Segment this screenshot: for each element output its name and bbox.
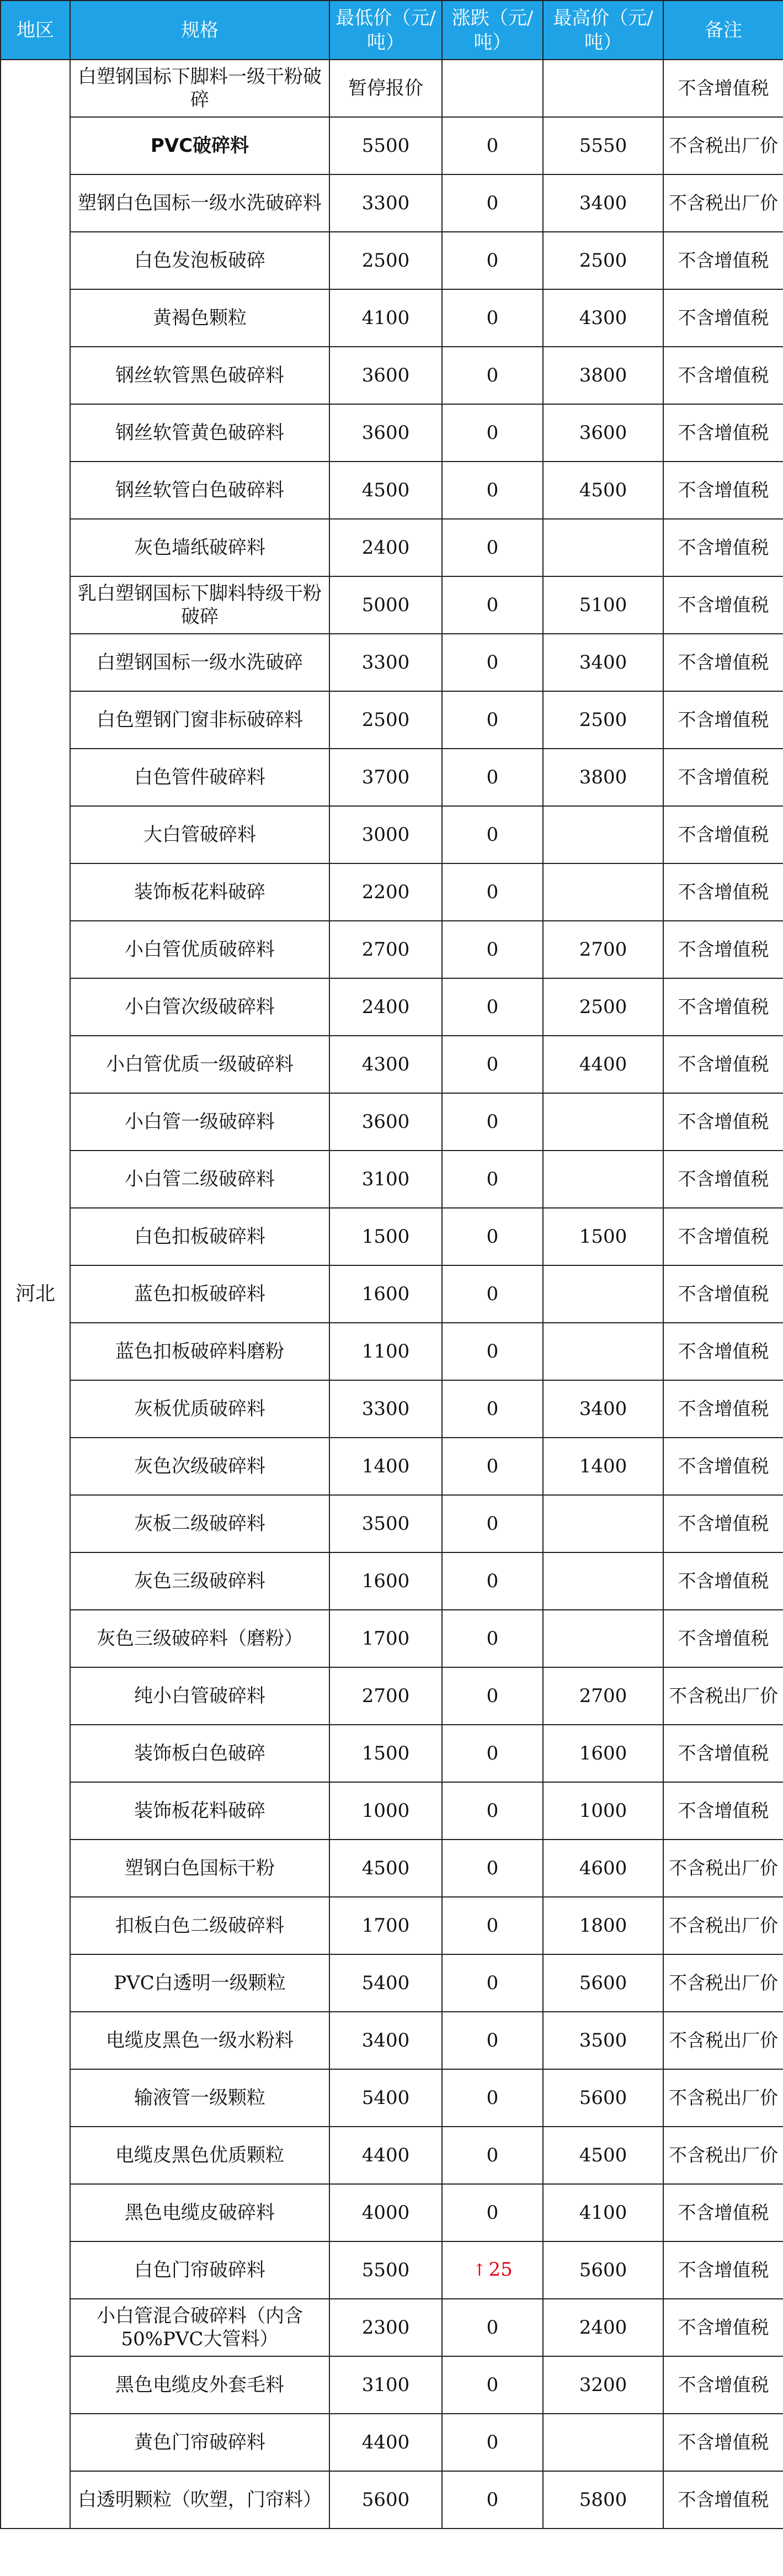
table-row	[1, 2069, 783, 2127]
spec-cell: 塑钢白色国标一级水洗破碎料	[70, 174, 329, 232]
table-row	[1, 749, 783, 806]
note-cell: 不含增值税	[663, 2471, 783, 2529]
note-cell: 不含税出厂价	[663, 2069, 783, 2127]
min-price-cell: 3300	[329, 1380, 442, 1438]
spec-cell: 小白管优质一级破碎料	[70, 1036, 329, 1093]
min-price-cell: 1000	[329, 1782, 442, 1840]
min-price-cell: 4400	[329, 2127, 442, 2184]
table-row	[1, 232, 783, 289]
table-row	[1, 1036, 783, 1093]
min-price-cell: 1700	[329, 1610, 442, 1667]
min-price-cell: 2400	[329, 519, 442, 576]
change-cell: 0	[442, 1093, 543, 1151]
spec-cell: 白色扣板破碎料	[70, 1208, 329, 1265]
max-price-cell: 4500	[543, 462, 663, 519]
table-row	[1, 1265, 783, 1323]
min-price-cell: 4400	[329, 2414, 442, 2471]
note-cell: 不含增值税	[663, 2356, 783, 2414]
change-cell: 0	[442, 634, 543, 691]
change-cell: 0	[442, 2414, 543, 2471]
table-row	[1, 1208, 783, 1265]
max-price-cell	[543, 806, 663, 863]
change-cell: 0	[442, 1725, 543, 1782]
table-row	[1, 2414, 783, 2471]
change-cell: 0	[442, 2299, 543, 2356]
note-cell: 不含增值税	[663, 60, 783, 117]
header-spec: 规格	[70, 1, 329, 60]
max-price-cell	[543, 60, 663, 117]
min-price-cell: 1600	[329, 1265, 442, 1323]
change-cell: 0	[442, 1036, 543, 1093]
min-price-cell: 1100	[329, 1323, 442, 1380]
table-row	[1, 2241, 783, 2299]
max-price-cell: 3800	[543, 347, 663, 404]
spec-cell: 黑色电缆皮外套毛料	[70, 2356, 329, 2414]
change-cell: 0	[442, 806, 543, 863]
min-price-cell: 3600	[329, 347, 442, 404]
table-row	[1, 691, 783, 749]
spec-cell: 白色门帘破碎料	[70, 2241, 329, 2299]
table-row	[1, 174, 783, 232]
spec-cell: 黄色门帘破碎料	[70, 2414, 329, 2471]
change-cell: 0	[442, 289, 543, 347]
spec-cell: 灰色次级破碎料	[70, 1438, 329, 1495]
min-price-cell: 3700	[329, 749, 442, 806]
change-cell: 0	[442, 691, 543, 749]
max-price-cell: 5600	[543, 1954, 663, 2012]
note-cell: 不含税出厂价	[663, 174, 783, 232]
table-header	[1, 1, 783, 60]
table-row	[1, 60, 783, 117]
table-row	[1, 1840, 783, 1897]
note-cell: 不含增值税	[663, 1610, 783, 1667]
spec-cell: 装饰板花料破碎	[70, 863, 329, 921]
spec-cell: 电缆皮黑色一级水粉料	[70, 2012, 329, 2069]
table-row	[1, 634, 783, 691]
note-cell: 不含税出厂价	[663, 1897, 783, 1954]
max-price-cell	[543, 1151, 663, 1208]
min-price-cell: 4100	[329, 289, 442, 347]
spec-cell: 钢丝软管黄色破碎料	[70, 404, 329, 462]
change-cell: 0	[442, 174, 543, 232]
spec-cell: 塑钢白色国标干粉	[70, 1840, 329, 1897]
header-region: 地区	[1, 1, 70, 60]
table-row	[1, 978, 783, 1036]
note-cell: 不含增值税	[663, 1208, 783, 1265]
change-cell: 0	[442, 519, 543, 576]
spec-cell: 灰色墙纸破碎料	[70, 519, 329, 576]
min-price-cell: 2300	[329, 2299, 442, 2356]
min-price-cell: 5500	[329, 2241, 442, 2299]
change-cell: 0	[442, 576, 543, 634]
max-price-cell: 3400	[543, 174, 663, 232]
max-price-cell: 2700	[543, 1667, 663, 1725]
change-cell	[442, 2241, 543, 2299]
max-price-cell: 2700	[543, 921, 663, 978]
max-price-cell: 1400	[543, 1438, 663, 1495]
note-cell: 不含增值税	[663, 462, 783, 519]
spec-cell: 装饰板花料破碎	[70, 1782, 329, 1840]
change-cell: 0	[442, 1667, 543, 1725]
note-cell: 不含增值税	[663, 289, 783, 347]
table-body	[1, 60, 783, 2529]
table-row	[1, 519, 783, 576]
change-cell: 0	[442, 462, 543, 519]
max-price-cell: 4100	[543, 2184, 663, 2241]
change-cell: 0	[442, 1782, 543, 1840]
min-price-cell: 3100	[329, 2356, 442, 2414]
change-cell: 0	[442, 1552, 543, 1610]
note-cell: 不含税出厂价	[663, 2127, 783, 2184]
min-price-cell: 1400	[329, 1438, 442, 1495]
spec-cell: 输液管一级颗粒	[70, 2069, 329, 2127]
spec-cell: 钢丝软管白色破碎料	[70, 462, 329, 519]
spec-cell: 白色管件破碎料	[70, 749, 329, 806]
max-price-cell: 2500	[543, 978, 663, 1036]
min-price-cell: 3100	[329, 1151, 442, 1208]
table-row	[1, 921, 783, 978]
max-price-cell: 5600	[543, 2241, 663, 2299]
min-price-cell: 5400	[329, 2069, 442, 2127]
min-price-cell: 4300	[329, 1036, 442, 1093]
min-price-cell: 2700	[329, 1667, 442, 1725]
change-cell: 0	[442, 978, 543, 1036]
note-cell: 不含税出厂价	[663, 1667, 783, 1725]
note-cell: 不含增值税	[663, 2241, 783, 2299]
min-price-cell: 3300	[329, 634, 442, 691]
up-arrow-icon: ↑	[472, 2261, 487, 2280]
header-change: 涨跌（元/吨）	[442, 1, 543, 60]
min-price-cell: 3300	[329, 174, 442, 232]
table-row	[1, 1438, 783, 1495]
spec-cell: PVC白透明一级颗粒	[70, 1954, 329, 2012]
max-price-cell: 3500	[543, 2012, 663, 2069]
table-row	[1, 1323, 783, 1380]
change-cell: 0	[442, 1380, 543, 1438]
min-price-cell: 3000	[329, 806, 442, 863]
table-row	[1, 347, 783, 404]
spec-cell: 黄褐色颗粒	[70, 289, 329, 347]
change-cell: 0	[442, 1840, 543, 1897]
min-price-cell: 1600	[329, 1552, 442, 1610]
max-price-cell	[543, 863, 663, 921]
spec-cell: 小白管二级破碎料	[70, 1151, 329, 1208]
min-price-cell: 5500	[329, 117, 442, 174]
note-cell: 不含增值税	[663, 519, 783, 576]
min-price-cell: 3600	[329, 404, 442, 462]
change-cell: 0	[442, 1495, 543, 1552]
spec-cell: 装饰板白色破碎	[70, 1725, 329, 1782]
note-cell: 不含增值税	[663, 2299, 783, 2356]
note-cell: 不含税出厂价	[663, 1954, 783, 2012]
change-cell: 0	[442, 1265, 543, 1323]
max-price-cell	[543, 2414, 663, 2471]
min-price-cell: 3600	[329, 1093, 442, 1151]
spec-cell: 乳白塑钢国标下脚料特级干粉破碎	[70, 576, 329, 634]
note-cell: 不含增值税	[663, 404, 783, 462]
spec-cell: 白透明颗粒（吹塑，门帘料）	[70, 2471, 329, 2529]
note-cell: 不含增值税	[663, 921, 783, 978]
note-cell: 不含增值税	[663, 691, 783, 749]
header-note: 备注	[663, 1, 783, 60]
max-price-cell	[543, 1610, 663, 1667]
table-row	[1, 1380, 783, 1438]
table-row	[1, 462, 783, 519]
note-cell: 不含税出厂价	[663, 2012, 783, 2069]
note-cell: 不含增值税	[663, 863, 783, 921]
table-row	[1, 1667, 783, 1725]
min-price-cell: 暂停报价	[329, 60, 442, 117]
note-cell: 不含增值税	[663, 1495, 783, 1552]
note-cell: 不含增值税	[663, 576, 783, 634]
min-price-cell: 3500	[329, 1495, 442, 1552]
min-price-cell: 1500	[329, 1208, 442, 1265]
note-cell: 不含增值税	[663, 1380, 783, 1438]
header-max-price: 最高价（元/吨）	[543, 1, 663, 60]
table-row	[1, 404, 783, 462]
spec-cell: 蓝色扣板破碎料	[70, 1265, 329, 1323]
change-value: 25	[488, 2259, 513, 2281]
change-cell: 0	[442, 1208, 543, 1265]
table-row	[1, 1782, 783, 1840]
table-row	[1, 806, 783, 863]
note-cell: 不含增值税	[663, 232, 783, 289]
min-price-cell: 1500	[329, 1725, 442, 1782]
min-price-cell: 2500	[329, 691, 442, 749]
max-price-cell	[543, 1323, 663, 1380]
max-price-cell: 3400	[543, 1380, 663, 1438]
spec-cell: 灰色三级破碎料	[70, 1552, 329, 1610]
spec-cell: 白塑钢国标下脚料一级干粉破碎	[70, 60, 329, 117]
spec-cell: 黑色电缆皮破碎料	[70, 2184, 329, 2241]
spec-cell: 灰板二级破碎料	[70, 1495, 329, 1552]
note-cell: 不含增值税	[663, 1782, 783, 1840]
note-cell: 不含增值税	[663, 749, 783, 806]
table-row	[1, 1610, 783, 1667]
max-price-cell	[543, 1093, 663, 1151]
change-cell: 0	[442, 2069, 543, 2127]
max-price-cell: 3200	[543, 2356, 663, 2414]
table-row	[1, 2127, 783, 2184]
max-price-cell: 5800	[543, 2471, 663, 2529]
table-row	[1, 2012, 783, 2069]
note-cell: 不含税出厂价	[663, 1840, 783, 1897]
table-row	[1, 2356, 783, 2414]
table-row	[1, 1552, 783, 1610]
change-cell: 0	[442, 347, 543, 404]
spec-cell: 蓝色扣板破碎料磨粉	[70, 1323, 329, 1380]
note-cell: 不含增值税	[663, 2184, 783, 2241]
change-cell: 0	[442, 2184, 543, 2241]
spec-cell: 纯小白管破碎料	[70, 1667, 329, 1725]
max-price-cell: 4600	[543, 1840, 663, 1897]
change-cell: 0	[442, 2127, 543, 2184]
min-price-cell: 4500	[329, 462, 442, 519]
min-price-cell: 2700	[329, 921, 442, 978]
note-cell: 不含增值税	[663, 978, 783, 1036]
spec-cell: 小白管混合破碎料（内含50%PVC大管料）	[70, 2299, 329, 2356]
note-cell: 不含增值税	[663, 1552, 783, 1610]
change-cell: 0	[442, 863, 543, 921]
max-price-cell: 4300	[543, 289, 663, 347]
note-cell: 不含增值税	[663, 1725, 783, 1782]
note-cell: 不含增值税	[663, 1151, 783, 1208]
min-price-cell: 4000	[329, 2184, 442, 2241]
max-price-cell: 1600	[543, 1725, 663, 1782]
max-price-cell: 1800	[543, 1897, 663, 1954]
spec-cell: 大白管破碎料	[70, 806, 329, 863]
max-price-cell: 4500	[543, 2127, 663, 2184]
note-cell: 不含增值税	[663, 1265, 783, 1323]
table-row	[1, 117, 783, 174]
change-cell: 0	[442, 1151, 543, 1208]
max-price-cell	[543, 519, 663, 576]
change-cell: 0	[442, 232, 543, 289]
min-price-cell: 1700	[329, 1897, 442, 1954]
table-row	[1, 1954, 783, 2012]
change-cell: 0	[442, 404, 543, 462]
spec-cell: 钢丝软管黑色破碎料	[70, 347, 329, 404]
spec-cell: 小白管次级破碎料	[70, 978, 329, 1036]
change-cell: 0	[442, 749, 543, 806]
table-row	[1, 289, 783, 347]
table-row	[1, 863, 783, 921]
spec-cell: 灰色三级破碎料（磨粉）	[70, 1610, 329, 1667]
max-price-cell	[543, 1265, 663, 1323]
change-cell: 0	[442, 921, 543, 978]
note-cell: 不含增值税	[663, 1323, 783, 1380]
table-row	[1, 2299, 783, 2356]
change-cell: 0	[442, 2471, 543, 2529]
change-cell: 0	[442, 2356, 543, 2414]
spec-cell: 灰板优质破碎料	[70, 1380, 329, 1438]
max-price-cell: 5550	[543, 117, 663, 174]
max-price-cell: 5100	[543, 576, 663, 634]
note-cell: 不含税出厂价	[663, 117, 783, 174]
max-price-cell: 3800	[543, 749, 663, 806]
change-cell: 0	[442, 1438, 543, 1495]
min-price-cell: 5400	[329, 1954, 442, 2012]
max-price-cell	[543, 1552, 663, 1610]
header-min-price: 最低价（元/吨）	[329, 1, 442, 60]
region-cell: 河北	[1, 60, 70, 2529]
max-price-cell: 4400	[543, 1036, 663, 1093]
spec-cell: PVC破碎料	[70, 117, 329, 174]
max-price-cell: 3400	[543, 634, 663, 691]
spec-cell: 小白管一级破碎料	[70, 1093, 329, 1151]
note-cell: 不含增值税	[663, 1438, 783, 1495]
min-price-cell: 4500	[329, 1840, 442, 1897]
change-cell: 0	[442, 1954, 543, 2012]
spec-cell: 小白管优质破碎料	[70, 921, 329, 978]
header-row	[1, 1, 783, 60]
max-price-cell: 3600	[543, 404, 663, 462]
spec-cell: 白塑钢国标一级水洗破碎	[70, 634, 329, 691]
spec-cell: 电缆皮黑色优质颗粒	[70, 2127, 329, 2184]
min-price-cell: 5000	[329, 576, 442, 634]
table-row	[1, 1725, 783, 1782]
note-cell: 不含增值税	[663, 2414, 783, 2471]
note-cell: 不含增值税	[663, 634, 783, 691]
table-row	[1, 1495, 783, 1552]
table-row	[1, 2184, 783, 2241]
min-price-cell: 2500	[329, 232, 442, 289]
max-price-cell: 2400	[543, 2299, 663, 2356]
change-cell: 0	[442, 117, 543, 174]
change-cell: 0	[442, 1610, 543, 1667]
change-cell: 0	[442, 1897, 543, 1954]
table-row	[1, 1151, 783, 1208]
spec-cell: 白色发泡板破碎	[70, 232, 329, 289]
max-price-cell: 2500	[543, 691, 663, 749]
min-price-cell: 3400	[329, 2012, 442, 2069]
table-row	[1, 2471, 783, 2529]
spec-cell: 白色塑钢门窗非标破碎料	[70, 691, 329, 749]
min-price-cell: 2200	[329, 863, 442, 921]
min-price-cell: 2400	[329, 978, 442, 1036]
table-row	[1, 576, 783, 634]
max-price-cell: 1500	[543, 1208, 663, 1265]
max-price-cell: 1000	[543, 1782, 663, 1840]
table-row	[1, 1093, 783, 1151]
table-row	[1, 1897, 783, 1954]
change-cell: 0	[442, 2012, 543, 2069]
note-cell: 不含增值税	[663, 1093, 783, 1151]
max-price-cell: 2500	[543, 232, 663, 289]
max-price-cell: 5600	[543, 2069, 663, 2127]
max-price-cell	[543, 1495, 663, 1552]
spec-cell: 扣板白色二级破碎料	[70, 1897, 329, 1954]
note-cell: 不含增值税	[663, 347, 783, 404]
note-cell: 不含增值税	[663, 806, 783, 863]
note-cell: 不含增值税	[663, 1036, 783, 1093]
change-cell: 0	[442, 1323, 543, 1380]
change-cell	[442, 60, 543, 117]
min-price-cell: 5600	[329, 2471, 442, 2529]
